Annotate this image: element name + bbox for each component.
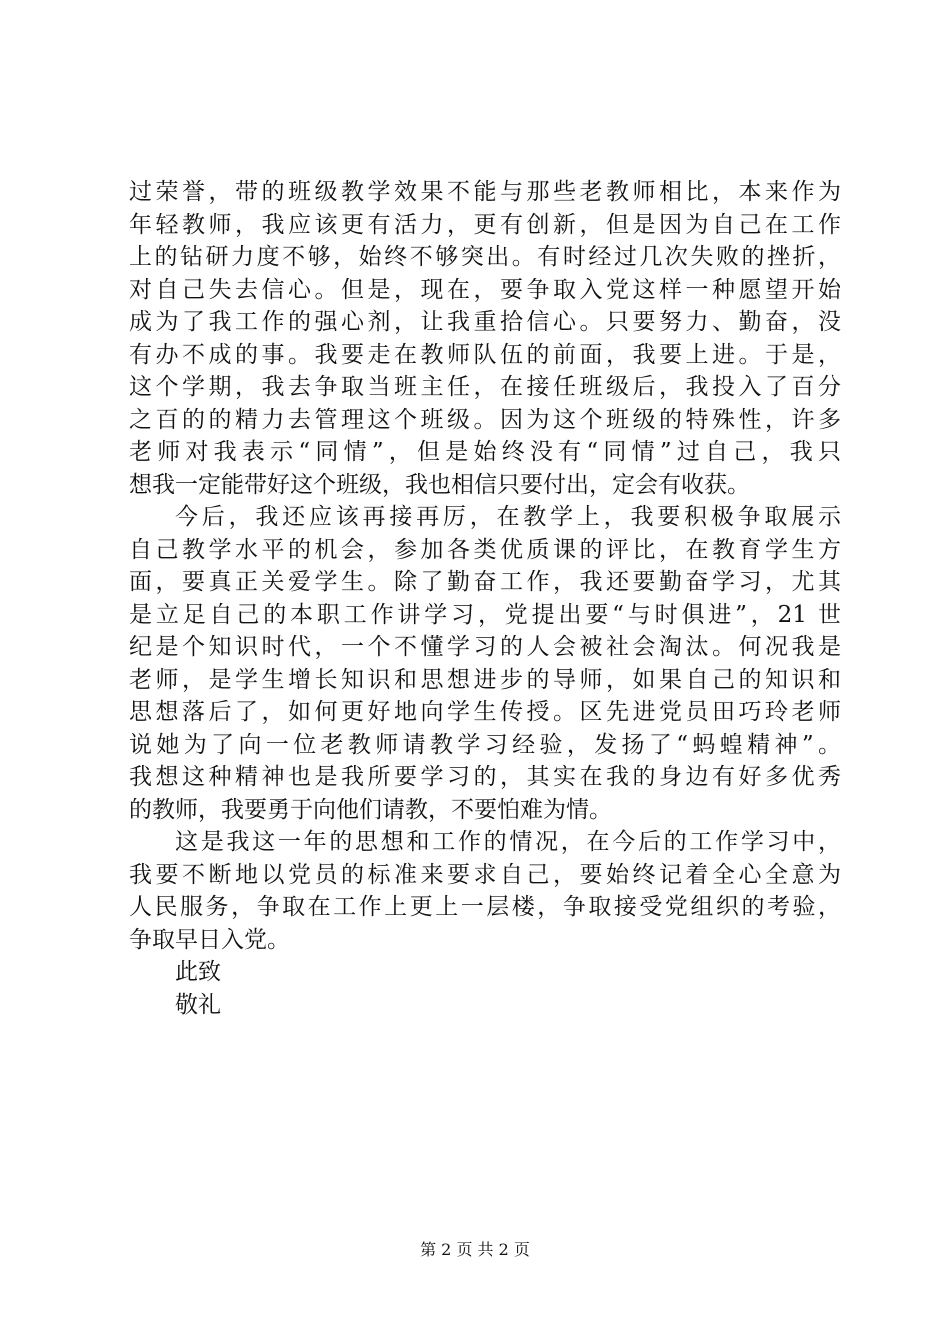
body-line: 之百的的精力去管理这个班级。因为这个班级的特殊性，许多 [129, 406, 841, 433]
body-line: 成为了我工作的强心剂，让我重拾信心。只要努力、勤奋，没 [129, 309, 841, 335]
body-line: 人民服务，争取在工作上更上一层楼，争取接受党组织的考验， [129, 894, 841, 920]
body-line: 这个学期，我去争取当班主任，在接任班级后，我投入了百分 [129, 374, 841, 400]
body-line: 争取早日入党。 [129, 926, 290, 953]
body-line: 想我一定能带好这个班级，我也相信只要付出，定会有收获。 [129, 471, 750, 498]
closing-regards: 敬礼 [175, 991, 221, 1018]
body-line: 有办不成的事。我要走在教师队伍的前面，我要上进。于是， [129, 341, 841, 368]
body-line: 上的钻研力度不够，始终不够突出。有时经过几次失败的挫折， [129, 244, 841, 270]
body-line: 自己教学水平的机会，参加各类优质课的评比，在教育学生方 [129, 536, 841, 563]
body-line: 面，要真正关爱学生。除了勤奋工作，我还要勤奋学习，尤其 [129, 569, 841, 595]
body-line: 这是我这一年的思想和工作的情况，在今后的工作学习中， [175, 829, 841, 855]
body-line: 老师对我表示“同情”，但是始终没有“同情”过自己，我只 [129, 439, 841, 465]
body-line: 今后，我还应该再接再厉，在教学上，我要积极争取展示 [175, 504, 841, 530]
body-line: 思想落后了，如何更好地向学生传授。区先进党员田巧玲老师 [129, 699, 841, 725]
body-line: 老师，是学生增长知识和思想进步的导师，如果自己的知识和 [129, 666, 841, 693]
body-line: 我想这种精神也是我所要学习的，其实在我的身边有好多优秀 [129, 764, 841, 790]
body-line: 过荣誉，带的班级教学效果不能与那些老教师相比，本来作为 [129, 179, 841, 205]
page-footer: 第 2 页 共 2 页 [420, 1240, 530, 1259]
body-line: 对自己失去信心。但是，现在，要争取入党这样一种愿望开始 [129, 276, 841, 303]
body-line: 纪是个知识时代，一个不懂学习的人会被社会淘汰。何况我是 [129, 634, 841, 660]
body-line: 我要不断地以党员的标准来要求自己，要始终记着全心全意为 [129, 861, 841, 888]
body-line: 是立足自己的本职工作讲学习，党提出要“与时俱进”，21 世 [129, 601, 841, 628]
closing-salutation: 此致 [175, 959, 221, 985]
body-line: 年轻教师，我应该更有活力，更有创新，但是因为自己在工作 [129, 211, 841, 238]
document-body [129, 176, 841, 1021]
body-line: 的教师，我要勇于向他们请教，不要怕难为情。 [129, 796, 612, 823]
body-line: 说她为了向一位老教师请教学习经验，发扬了“蚂蝗精神”。 [129, 731, 841, 758]
